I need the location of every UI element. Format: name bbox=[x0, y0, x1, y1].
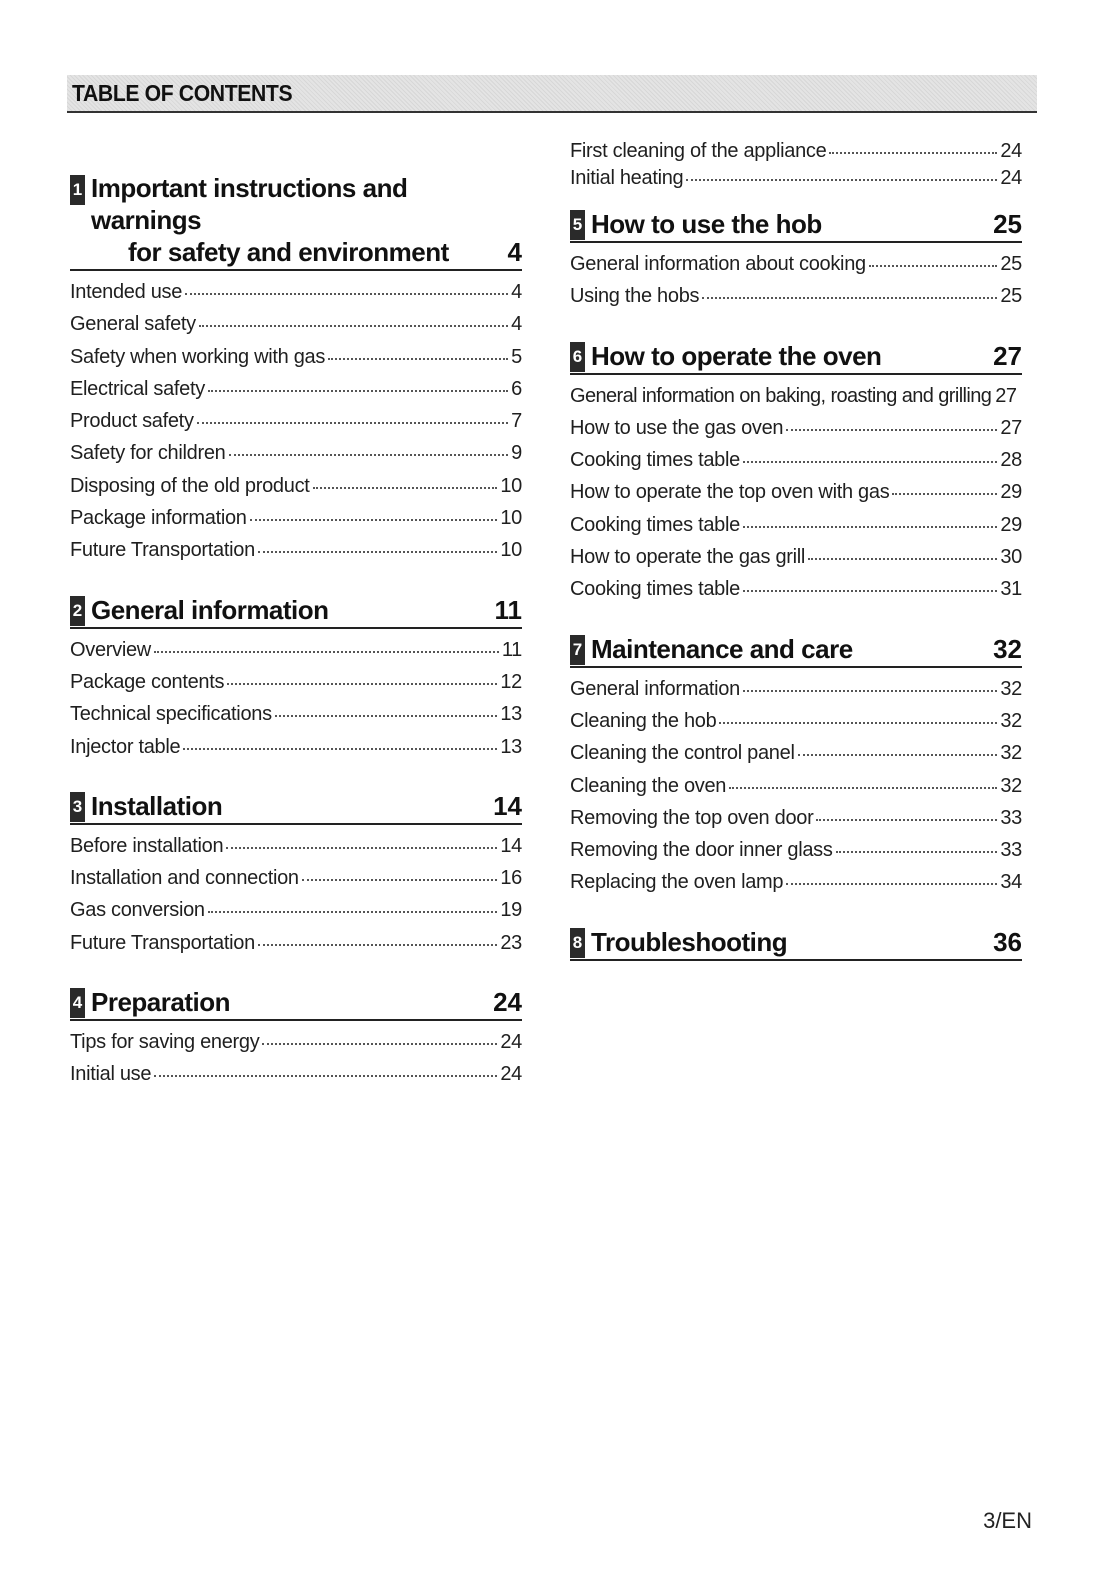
section-title bbox=[91, 790, 493, 822]
toc-section bbox=[70, 986, 522, 1096]
section-number-badge: 6 bbox=[570, 342, 585, 372]
toc-entry-page: 29 bbox=[1000, 481, 1022, 504]
toc-entry[interactable] bbox=[570, 481, 1022, 513]
dot-leader bbox=[719, 722, 997, 724]
toc-entry-label: General information on baking, roasting and grilling bbox=[570, 384, 992, 407]
section-page: 14 bbox=[493, 790, 522, 821]
dot-leader bbox=[258, 944, 497, 946]
toc-entry-label: Removing the top oven door bbox=[570, 806, 814, 829]
toc-entry-label: Replacing the oven lamp bbox=[570, 871, 784, 894]
dot-leader bbox=[154, 651, 499, 653]
toc-section bbox=[70, 790, 522, 964]
toc-entry-label: Removing the door inner glass bbox=[570, 839, 833, 862]
toc-entry-label: Package information bbox=[70, 507, 247, 530]
section-title bbox=[91, 986, 493, 1018]
toc-entry-page: 32 bbox=[1000, 774, 1022, 797]
toc-entry[interactable] bbox=[570, 417, 1022, 449]
dot-leader bbox=[275, 715, 498, 717]
toc-section bbox=[570, 340, 1022, 611]
toc-entry[interactable] bbox=[70, 703, 522, 735]
dot-leader bbox=[892, 493, 997, 495]
dot-leader bbox=[798, 754, 998, 756]
toc-entry-label: General information about cooking bbox=[570, 253, 866, 275]
continued-entries bbox=[570, 140, 1022, 194]
toc-entry-label: Injector table bbox=[70, 735, 181, 758]
toc-entry[interactable] bbox=[70, 736, 522, 768]
toc-entry-page: 10 bbox=[500, 474, 522, 497]
toc-entry-label: Technical specifications bbox=[70, 703, 272, 726]
toc-entry-page: 24 bbox=[500, 1031, 522, 1054]
page-number: 3/EN bbox=[983, 1508, 1032, 1533]
section-heading[interactable] bbox=[70, 594, 522, 629]
section-number-badge: 3 bbox=[70, 792, 85, 822]
toc-entry-page: 10 bbox=[500, 507, 522, 530]
section-title-line: Installation bbox=[91, 790, 223, 821]
toc-entry-label: Overview bbox=[70, 638, 151, 661]
toc-entry-label: Cleaning the oven bbox=[570, 774, 727, 797]
dot-leader bbox=[829, 152, 997, 154]
toc-entry-page: 31 bbox=[1000, 578, 1022, 601]
section-page: 36 bbox=[993, 926, 1022, 957]
section-number-badge: 7 bbox=[570, 635, 585, 665]
toc-entry[interactable] bbox=[570, 253, 1022, 285]
toc-entry[interactable] bbox=[70, 442, 522, 474]
toc-entry-page: 28 bbox=[1000, 449, 1022, 472]
toc-entry-page: 32 bbox=[1000, 677, 1022, 700]
toc-entry-page: 4 bbox=[511, 281, 522, 303]
toc-entry[interactable] bbox=[70, 835, 522, 867]
section-number-badge: 2 bbox=[70, 596, 85, 626]
toc-entry-page: 16 bbox=[500, 867, 522, 890]
dot-leader bbox=[743, 461, 997, 463]
section-title bbox=[591, 340, 993, 372]
toc-entry-page: 32 bbox=[1000, 742, 1022, 765]
toc-entry-page: 30 bbox=[1000, 546, 1022, 569]
section-title bbox=[91, 594, 495, 626]
section-page: 25 bbox=[993, 209, 1022, 239]
toc-entry-page: 33 bbox=[1000, 806, 1022, 829]
toc-entry-page: 27 bbox=[1000, 416, 1022, 439]
toc-entry-page: 9 bbox=[511, 442, 522, 465]
dot-leader bbox=[702, 297, 997, 299]
section-heading[interactable] bbox=[70, 790, 522, 825]
section-title-line: General information bbox=[91, 594, 329, 625]
dot-leader bbox=[227, 683, 497, 685]
toc-entry[interactable] bbox=[70, 410, 522, 442]
dot-leader bbox=[226, 847, 497, 849]
toc-entry-label: Package contents bbox=[70, 670, 225, 693]
toc-entry-label: Safety for children bbox=[70, 442, 226, 465]
toc-entry[interactable] bbox=[570, 710, 1022, 742]
toc-entry-page: 32 bbox=[1000, 709, 1022, 732]
toc-entry[interactable] bbox=[570, 285, 1022, 317]
section-heading[interactable] bbox=[570, 340, 1022, 375]
toc-entry[interactable] bbox=[70, 639, 522, 671]
section-title-line: How to operate the oven bbox=[591, 340, 882, 371]
dot-leader bbox=[208, 911, 498, 913]
toc-entry-page: 7 bbox=[511, 410, 522, 433]
toc-entry[interactable] bbox=[570, 807, 1022, 839]
toc-right-column bbox=[570, 140, 1022, 971]
section-page: 4 bbox=[507, 237, 522, 267]
dot-leader bbox=[816, 819, 997, 821]
toc-entry[interactable] bbox=[570, 678, 1022, 710]
toc-entry-label: Future Transportation bbox=[70, 931, 255, 954]
toc-entry[interactable] bbox=[70, 281, 522, 313]
section-number-badge: 1 bbox=[70, 175, 85, 205]
toc-entry-label: Cooking times table bbox=[570, 449, 740, 472]
toc-entry[interactable] bbox=[570, 839, 1022, 871]
toc-entry[interactable] bbox=[70, 1063, 522, 1095]
toc-entry[interactable] bbox=[70, 867, 522, 899]
toc-entry[interactable] bbox=[570, 546, 1022, 578]
dot-leader bbox=[313, 487, 498, 489]
dot-leader bbox=[302, 879, 498, 881]
section-heading[interactable] bbox=[570, 633, 1022, 668]
toc-entry-page: 14 bbox=[500, 834, 522, 857]
section-heading[interactable] bbox=[570, 926, 1022, 961]
toc-entry[interactable] bbox=[570, 742, 1022, 774]
toc-section bbox=[570, 633, 1022, 904]
toc-entry-page: 24 bbox=[500, 1063, 522, 1086]
toc-entry-page: 33 bbox=[1000, 839, 1022, 862]
dot-leader bbox=[743, 526, 997, 528]
toc-entry-label: Initial use bbox=[70, 1063, 152, 1086]
toc-entry-page: 25 bbox=[1000, 285, 1022, 308]
toc-entry-page: 12 bbox=[500, 670, 522, 693]
toc-entry[interactable] bbox=[570, 871, 1022, 903]
toc-entry-label: Cooking times table bbox=[570, 578, 740, 601]
section-page: 32 bbox=[993, 633, 1022, 664]
toc-entry[interactable] bbox=[70, 899, 522, 931]
toc-header-bar bbox=[67, 75, 1037, 113]
toc-entry-page: 24 bbox=[1000, 167, 1022, 189]
toc-entry-page: 29 bbox=[1000, 513, 1022, 536]
dot-leader bbox=[743, 690, 997, 692]
toc-entry-page: 10 bbox=[500, 539, 522, 562]
dot-leader bbox=[786, 429, 997, 431]
toc-entry[interactable] bbox=[570, 514, 1022, 546]
toc-entry-page: 27 bbox=[995, 384, 1017, 407]
section-title bbox=[91, 172, 508, 268]
toc-entry-label: General information bbox=[570, 677, 740, 700]
section-heading[interactable] bbox=[70, 986, 522, 1021]
toc-entry-page: 24 bbox=[1000, 140, 1022, 162]
toc-entry-label: Safety when working with gas bbox=[70, 345, 326, 368]
section-page: 27 bbox=[993, 340, 1022, 371]
toc-left-column bbox=[70, 132, 522, 1096]
section-title-line: Troubleshooting bbox=[591, 926, 788, 957]
toc-entry-label: Cooking times table bbox=[570, 513, 740, 536]
toc-entry-label: First cleaning of the appliance bbox=[570, 140, 827, 162]
toc-entry[interactable] bbox=[70, 475, 522, 507]
toc-entry-page: 19 bbox=[500, 899, 522, 922]
toc-entry-label: Gas conversion bbox=[70, 899, 205, 922]
section-number-badge: 5 bbox=[570, 210, 585, 240]
toc-entry[interactable] bbox=[70, 671, 522, 703]
toc-entry[interactable] bbox=[70, 378, 522, 410]
toc-entry[interactable] bbox=[570, 449, 1022, 481]
section-page: 24 bbox=[493, 987, 522, 1018]
toc-entry-label: Cleaning the control panel bbox=[570, 742, 795, 765]
toc-entry-page: 4 bbox=[511, 313, 522, 336]
toc-entry-page: 34 bbox=[1000, 871, 1022, 894]
toc-entry-label: Before installation bbox=[70, 834, 224, 857]
toc-section bbox=[570, 208, 1022, 318]
section-number-badge: 4 bbox=[70, 988, 85, 1018]
toc-entry-label: Disposing of the old product bbox=[70, 474, 310, 497]
toc-entry-label: Cleaning the hob bbox=[570, 709, 717, 732]
toc-entry-page: 23 bbox=[500, 931, 522, 954]
section-title bbox=[591, 926, 993, 958]
section-heading[interactable] bbox=[570, 208, 1022, 243]
toc-entry-label: Tips for saving energy bbox=[70, 1031, 260, 1054]
toc-section bbox=[570, 926, 1022, 961]
toc-entry[interactable] bbox=[70, 539, 522, 571]
toc-entry-label: Using the hobs bbox=[570, 285, 700, 308]
dot-leader bbox=[869, 265, 998, 267]
toc-entry-page: 5 bbox=[511, 345, 522, 368]
dot-leader bbox=[185, 293, 508, 295]
section-heading[interactable] bbox=[70, 172, 522, 271]
toc-entry[interactable] bbox=[570, 167, 1022, 194]
dot-leader bbox=[729, 787, 997, 789]
dot-leader bbox=[786, 883, 997, 885]
toc-entry[interactable] bbox=[70, 507, 522, 539]
section-number-badge: 8 bbox=[570, 928, 585, 958]
toc-entry-page: 25 bbox=[1000, 253, 1022, 275]
dot-leader bbox=[229, 454, 509, 456]
dot-leader bbox=[154, 1075, 497, 1077]
section-title-line: Important instructions and warnings bbox=[91, 173, 408, 235]
toc-entry[interactable] bbox=[70, 1031, 522, 1063]
toc-entry-label: Future Transportation bbox=[70, 539, 255, 562]
dot-leader bbox=[836, 851, 998, 853]
toc-entry-page: 11 bbox=[501, 638, 522, 661]
dot-leader bbox=[328, 358, 508, 360]
dot-leader bbox=[197, 422, 509, 424]
toc-entry-label: Initial heating bbox=[570, 167, 684, 189]
toc-entry-label: Intended use bbox=[70, 281, 183, 303]
toc-entry[interactable] bbox=[570, 578, 1022, 610]
dot-leader bbox=[183, 748, 497, 750]
toc-entry-label: How to use the gas oven bbox=[570, 416, 784, 439]
toc-entry[interactable] bbox=[570, 140, 1022, 167]
toc-entry[interactable] bbox=[70, 313, 522, 345]
toc-section bbox=[70, 594, 522, 768]
toc-entry-page: 6 bbox=[511, 377, 522, 400]
dot-leader bbox=[250, 519, 498, 521]
section-title bbox=[591, 633, 993, 665]
toc-entry[interactable] bbox=[570, 385, 1022, 417]
section-page: 11 bbox=[494, 594, 522, 625]
dot-leader bbox=[743, 590, 997, 592]
section-title-line: How to use the hob bbox=[591, 209, 822, 239]
dot-leader bbox=[208, 390, 508, 392]
section-title-line: Preparation bbox=[91, 987, 230, 1018]
toc-entry-label: General safety bbox=[70, 313, 196, 336]
dot-leader bbox=[262, 1043, 497, 1045]
toc-entry-page: 13 bbox=[500, 735, 522, 758]
section-title-line: Maintenance and care bbox=[591, 633, 853, 664]
toc-entry-label: Electrical safety bbox=[70, 377, 205, 400]
dot-leader bbox=[199, 325, 508, 327]
section-title bbox=[591, 208, 993, 240]
dot-leader bbox=[258, 551, 497, 553]
toc-section bbox=[70, 172, 522, 572]
toc-entry[interactable] bbox=[570, 775, 1022, 807]
dot-leader bbox=[686, 179, 997, 181]
toc-entry-page: 13 bbox=[500, 703, 522, 726]
dot-leader bbox=[808, 558, 997, 560]
toc-entry-label: How to operate the gas grill bbox=[570, 546, 806, 569]
toc-entry-label: How to operate the top oven with gas bbox=[570, 481, 890, 504]
toc-entry-label: Product safety bbox=[70, 410, 194, 433]
page-title: TABLE OF CONTENTS bbox=[72, 80, 293, 106]
toc-entry-label: Installation and connection bbox=[70, 867, 299, 890]
toc-entry[interactable] bbox=[70, 932, 522, 964]
toc-entry[interactable] bbox=[70, 346, 522, 378]
section-title-line: for safety and environment bbox=[128, 237, 449, 267]
